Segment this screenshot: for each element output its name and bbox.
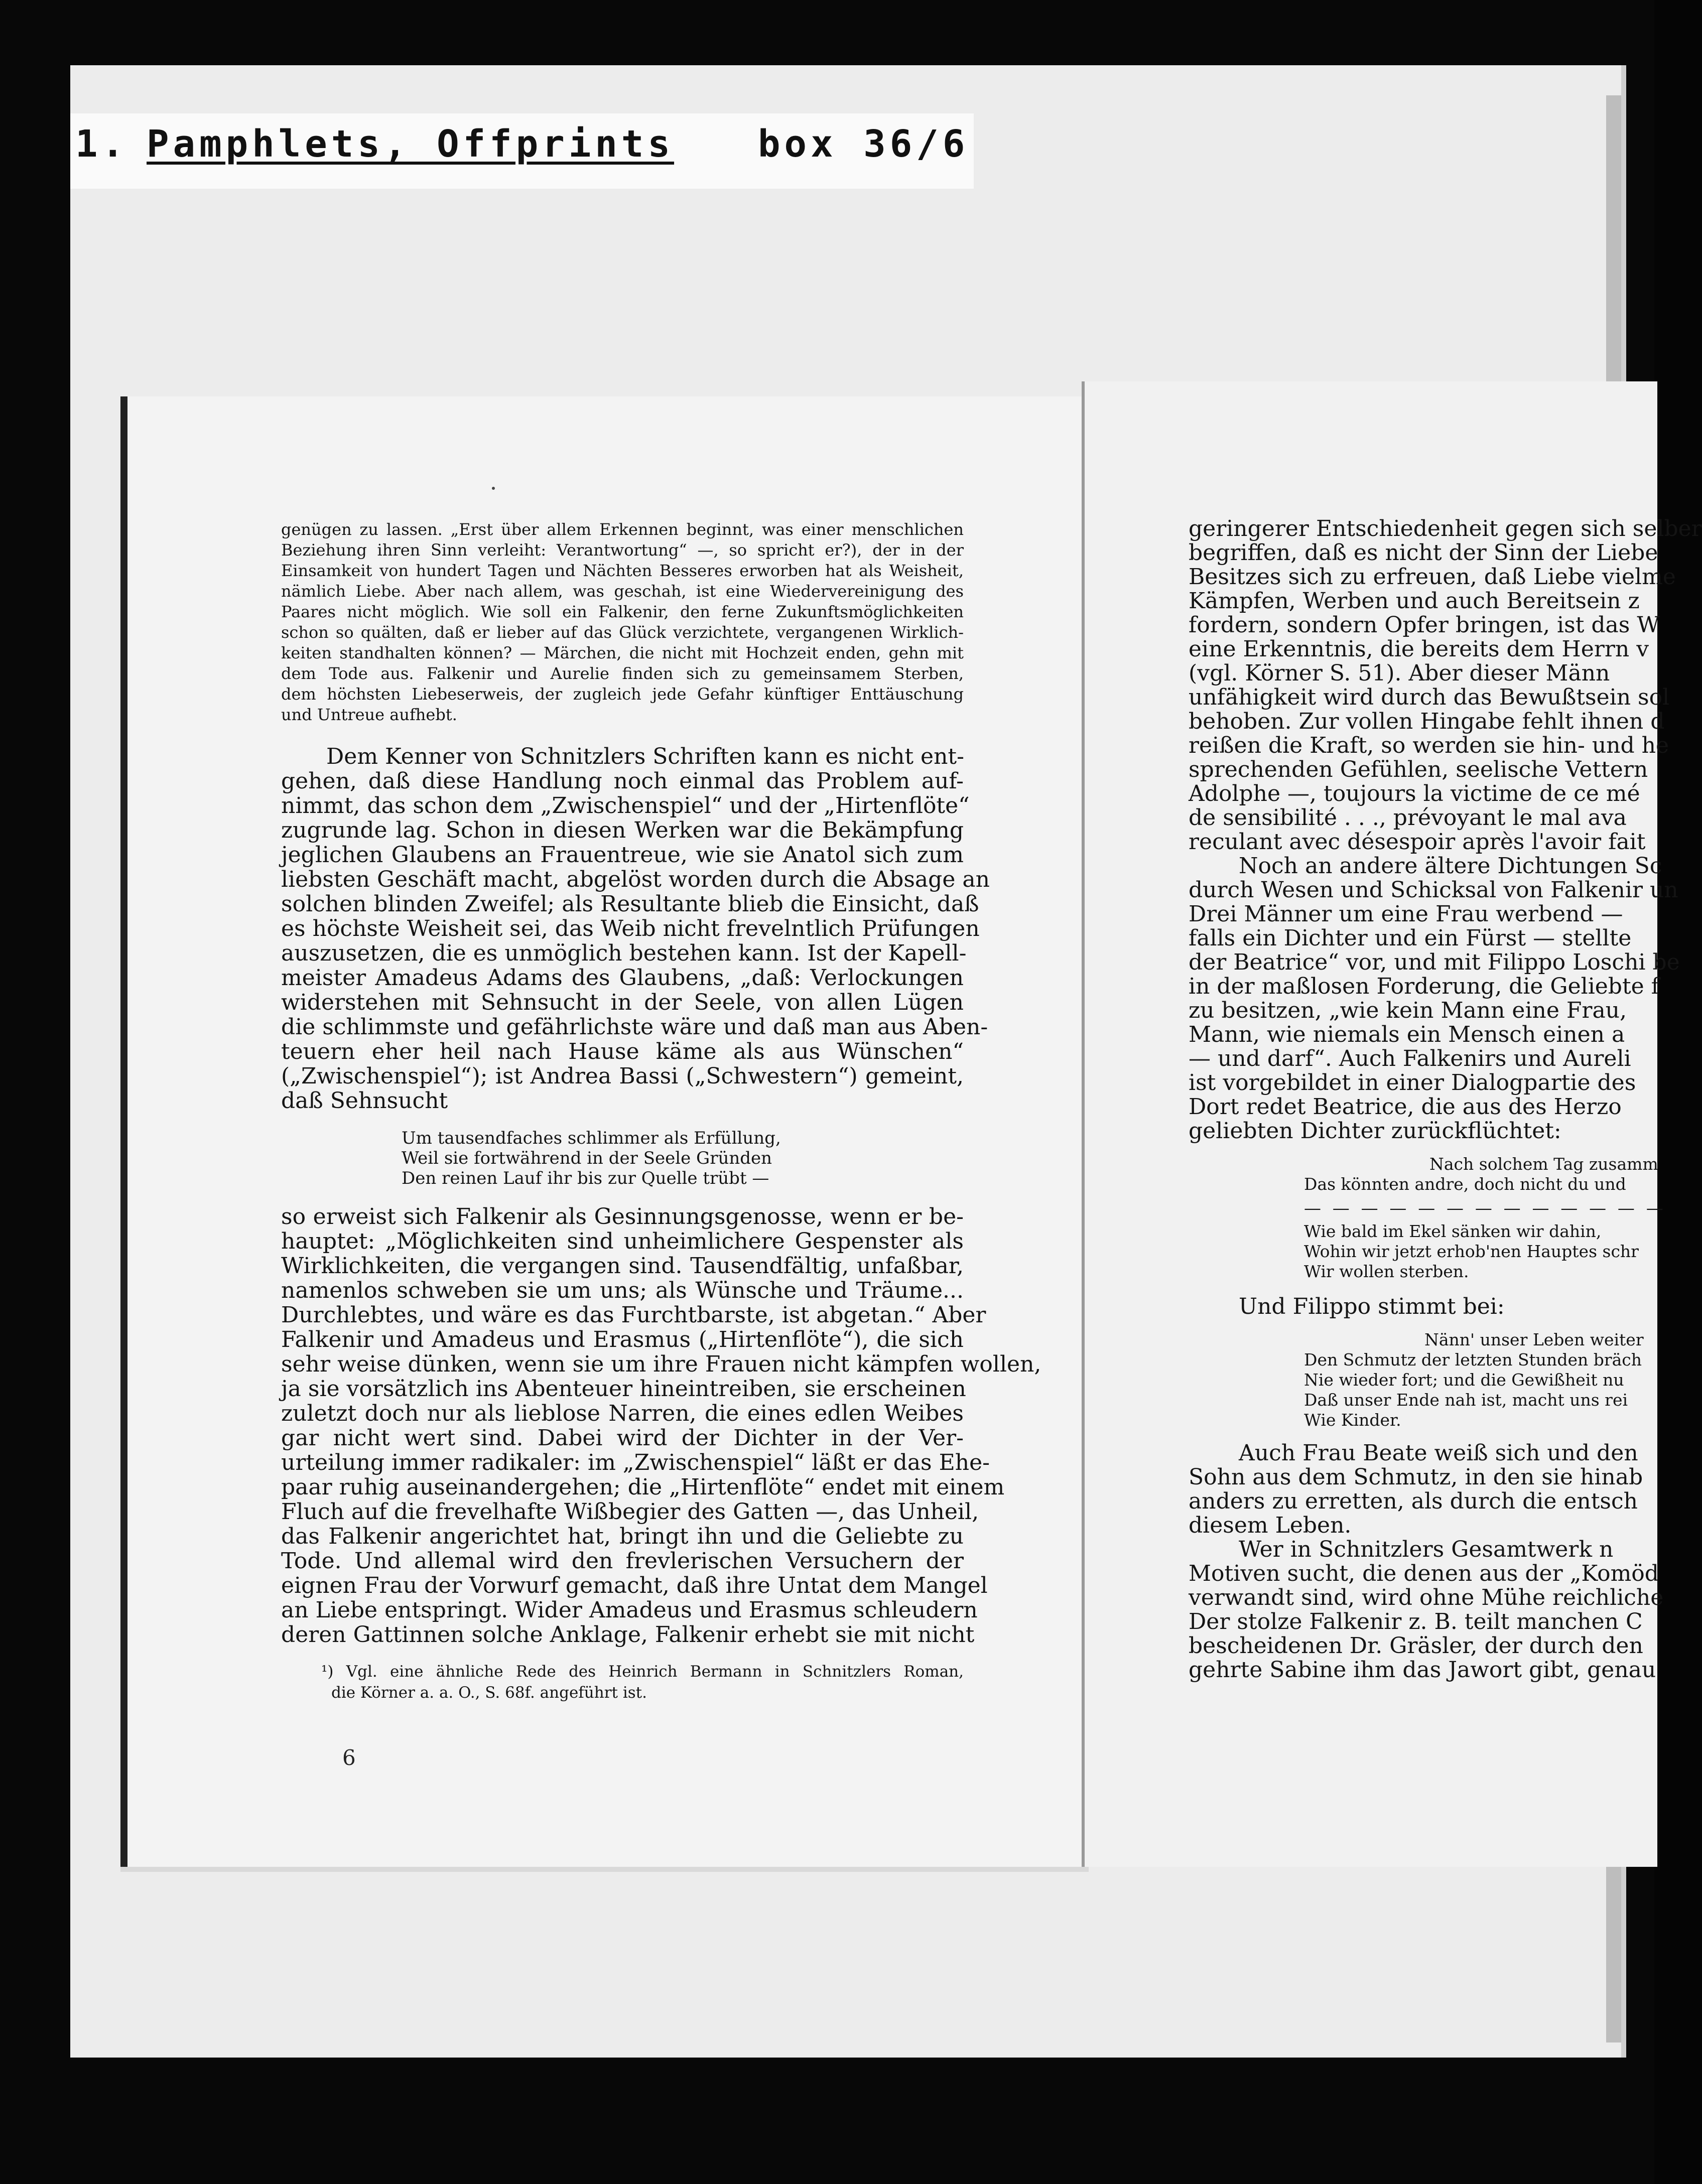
filippo-line: Und Filippo stimmt bei: [1239,1294,1505,1319]
text-line: meister Amadeus Adams des Glaubens, „daß: Verlockungen [281,965,964,991]
right-verse-3 [1189,1330,1654,1430]
text-line: solchen blinden Zweifel; als Resultante blieb die Einsicht, daß [281,891,979,917]
text-line: keiten standhalten können? — Märchen, die nicht mit Hochzeit enden, gehn mit [281,643,964,662]
right-verse-1 [1189,1154,1658,1194]
right-verse-2 [1189,1221,1654,1282]
text-line: Wer in Schnitzlers Gesamtwerk n [1239,1537,1614,1562]
text-line: Durchlebtes, und wäre es das Furchtbarste, ist abgetan.“ Aber [281,1302,986,1328]
text-line: urteilung immer radikaler: im „Zwischenspiel“ läßt er das Ehe- [281,1450,990,1475]
verse-line: Daß unser Ende nah ist, macht uns rei [1304,1390,1628,1410]
text-line: Fluch auf die frevelhafte Wißbegier des Gatten —, das Unheil, [281,1499,979,1525]
text-line: Paares nicht möglich. Wie soll ein Falkenir, den ferne Zukunftsmöglichkeiten [281,602,964,621]
text-line: eignen Frau der Vorwurf gemacht, daß ihre Untat dem Mangel [281,1573,988,1598]
text-line: Adolphe —, toujours la victime de ce mé [1189,781,1640,806]
text-line: unfähigkeit wird durch das Bewußtsein sol [1189,685,1670,710]
text-line: nämlich Liebe. Aber nach allem, was geschah, ist eine Wiedervereinigung des [281,582,964,601]
text-line: und Untreue aufhebt. [281,705,457,724]
text-line: Auch Frau Beate weiß sich und den [1239,1440,1638,1466]
text-line: sehr weise dünken, wenn sie um ihre Frauen nicht kämpfen wollen, [281,1351,1041,1377]
text-line: fordern, sondern Opfer bringen, ist das W [1189,612,1660,638]
verse-line: Weil sie fortwährend in der Seele Gründen [402,1148,772,1168]
text-line: falls ein Dichter und ein Fürst — stellte [1189,925,1632,951]
text-line: sprechenden Gefühlen, seelische Vettern [1189,757,1648,782]
verse-line: Wir wollen sterben. [1304,1262,1469,1281]
text-line: Besitzes sich zu erfreuen, daß Liebe vielme [1189,564,1676,590]
text-line: bescheidenen Dr. Gräsler, der durch den [1189,1633,1643,1659]
text-line: Noch an andere ältere Dichtungen Sc [1239,853,1662,879]
text-line: geliebten Dichter zurückflüchtet: [1189,1118,1561,1144]
verse-line: Den reinen Lauf ihr bis zur Quelle trübt — [402,1168,769,1188]
text-line: Sohn aus dem Schmutz, in den sie hinab [1189,1464,1643,1490]
text-line: Der stolze Falkenir z. B. teilt manchen C [1189,1609,1643,1634]
text-line: das Falkenir angerichtet hat, bringt ihn und die Geliebte zu [281,1524,964,1549]
verse-line: Nänn' unser Leben weiter [1424,1330,1644,1349]
verse-line: Nach solchem Tag zusamm [1429,1154,1658,1174]
verse-line: Wie bald im Ekel sänken wir dahin, [1304,1221,1602,1241]
footnote-line: ¹) Vgl. eine ähnliche Rede des Heinrich Bermann in Schnitzlers Roman, [321,1663,964,1681]
right-page-text [1189,516,1702,1683]
text-line: namenlos schweben sie um uns; als Wünsche und Träume... [281,1278,964,1303]
text-line: ja sie vorsätzlich ins Abenteuer hineintreiben, sie erscheinen [281,1376,966,1402]
text-line: reculant avec désespoir après l'avoir fait [1189,829,1646,855]
label-title: Pamphlets, Offprints [147,122,675,166]
label-box-number: box 36/6 [758,122,969,166]
text-line: liebsten Geschäft macht, abgelöst worden durch die Absage an [281,867,990,892]
footnote-line: die Körner a. a. O., S. 68f. angeführt ist. [331,1684,647,1702]
verse-line: Wohin wir jetzt erhob'nen Hauptes schr [1304,1242,1639,1261]
text-line: so erweist sich Falkenir als Gesinnungsgenosse, wenn er be- [281,1204,964,1230]
text-line: („Zwischenspiel“); ist Andrea Bassi („Schwestern“) gemeint, [281,1063,964,1089]
text-line: Kämpfen, Werben und auch Bereitsein z [1189,588,1640,614]
text-line: widerstehen mit Sehnsucht in der Seele, von allen Lügen [281,990,964,1015]
text-line: Tode. Und allemal wird den frevlerischen Versuchern der [281,1548,964,1574]
quoted-verse [281,1128,964,1188]
text-line: de sensibilité . . ., prévoyant le mal ava [1189,805,1627,831]
text-line: verwandt sind, wird ohne Mühe reichliche [1189,1585,1664,1610]
text-line: auszusetzen, die es unmöglich bestehen kann. Ist der Kapell- [281,940,967,966]
page-number: 6 [342,1745,356,1770]
text-line: schon so quälten, daß er lieber auf das Glück verzichtete, vergangenen Wirklich- [281,623,964,642]
footnote [281,1661,964,1703]
text-line: deren Gattinnen solche Anklage, Falkenir erhebt sie mit nicht [281,1622,975,1648]
text-line: die schlimmste und gefährlichste wäre und daß man aus Aben- [281,1014,988,1040]
verse-line: Nie wieder fort; und die Gewißheit nu [1304,1370,1624,1390]
right-block-2 [1189,1440,1664,1683]
verse-line: Wie Kinder. [1304,1410,1401,1430]
right-block-1 [1189,516,1702,1144]
left-page-text [281,519,1041,1703]
text-line: — und darf“. Auch Falkenirs und Aureli [1189,1046,1631,1071]
text-line: behoben. Zur vollen Hingabe fehlt ihnen d [1189,709,1665,734]
verse-line: Das könnten andre, doch nicht du und [1304,1174,1626,1194]
text-line: gar nicht wert sind. Dabei wird der Dichter in der Ver- [281,1425,964,1451]
text-line: Dort redet Beatrice, die aus des Herzo [1189,1094,1622,1120]
verse-divider: — — — — — — — — — — — — — [1304,1198,1666,1218]
text-line: ist vorgebildet in einer Dialogpartie des [1189,1070,1636,1096]
text-line: (vgl. Körner S. 51). Aber dieser Männ [1189,660,1610,686]
text-line: daß Sehnsucht [281,1088,448,1114]
verse-line: Den Schmutz der letzten Stunden bräch [1304,1350,1642,1370]
text-line: durch Wesen und Schicksal von Falkenir un [1189,877,1678,903]
text-line: an Liebe entspringt. Wider Amadeus und Erasmus schleudern [281,1597,978,1623]
page-mark [492,487,495,490]
label-number: 1. [75,122,128,166]
text-line: Motiven sucht, die denen aus der „Komöd [1189,1561,1659,1586]
text-line: genügen zu lassen. „Erst über allem Erkennen beginnt, was einer menschlichen [281,520,964,539]
text-line: zu besitzen, „wie kein Mann eine Frau, [1189,998,1627,1023]
text-line: Mann, wie niemals ein Mensch einen a [1189,1022,1625,1047]
text-line: in der maßlosen Forderung, die Geliebte f [1189,974,1659,999]
text-line: Wirklichkeiten, die vergangen sind. Tausendfältig, unfaßbar, [281,1253,964,1279]
text-line: der Beatrice“ vor, und mit Filippo Loschi be [1189,949,1680,975]
verse-line: Um tausendfaches schlimmer als Erfüllung, [402,1128,781,1148]
text-line: Beziehung ihren Sinn verleiht: Verantwortung“ —, so spricht er?), der in der [281,540,964,560]
text-line: gehen, daß diese Handlung noch einmal das Problem auf- [281,768,964,794]
text-line: eine Erkenntnis, die bereits dem Herrn v [1189,636,1649,662]
text-line: zugrunde lag. Schon in diesen Werken war die Bekämpfung [281,817,964,843]
text-line: Dem Kenner von Schnitzlers Schriften kann es nicht ent- [326,744,964,769]
text-line: hauptet: „Möglichkeiten sind unheimlichere Gespenster als [281,1228,964,1254]
text-line: Drei Männer um eine Frau werbend — [1189,901,1623,927]
top-paragraph [281,519,964,725]
text-line: zuletzt doch nur als lieblose Narren, die eines edlen Weibes [281,1401,964,1426]
text-line: dem höchsten Liebeserweis, der zugleich jede Gefahr künftiger Enttäuschung [281,685,964,704]
paragraph-2 [281,744,990,1114]
text-line: es höchste Weisheit sei, das Weib nicht frevelntlich Prüfungen [281,916,980,941]
text-line: teuern eher heil nach Hause käme als aus Wünschen“ [281,1039,964,1064]
text-line: anders zu erretten, als durch die entsch [1189,1488,1638,1514]
text-line: gehrte Sabine ihm das Jawort gibt, genau [1189,1657,1656,1683]
text-line: nimmt, das schon dem „Zwischenspiel“ und der „Hirtenflöte“ [281,793,970,818]
text-line: Falkenir und Amadeus und Erasmus („Hirtenflöte“), die sich [281,1327,964,1352]
text-line: jeglichen Glaubens an Frauentreue, wie sie Anatol sich zum [281,842,964,868]
text-line: diesem Leben. [1189,1513,1352,1538]
text-line: paar ruhig auseinandergehen; die „Hirtenflöte“ endet mit einem [281,1474,1005,1500]
paragraph-3 [281,1204,1041,1648]
text-line: begriffen, daß es nicht der Sinn der Liebe [1189,540,1658,566]
text-line: reißen die Kraft, so werden sie hin- und he [1189,733,1669,758]
text-line: geringerer Entschiedenheit gegen sich selber [1189,516,1702,541]
text-line: dem Tode aus. Falkenir und Aurelie finden sich zu gemeinsamem Sterben, [281,664,964,683]
text-line: Einsamkeit von hundert Tagen und Nächten Besseres erworben hat als Weisheit, [281,561,964,580]
